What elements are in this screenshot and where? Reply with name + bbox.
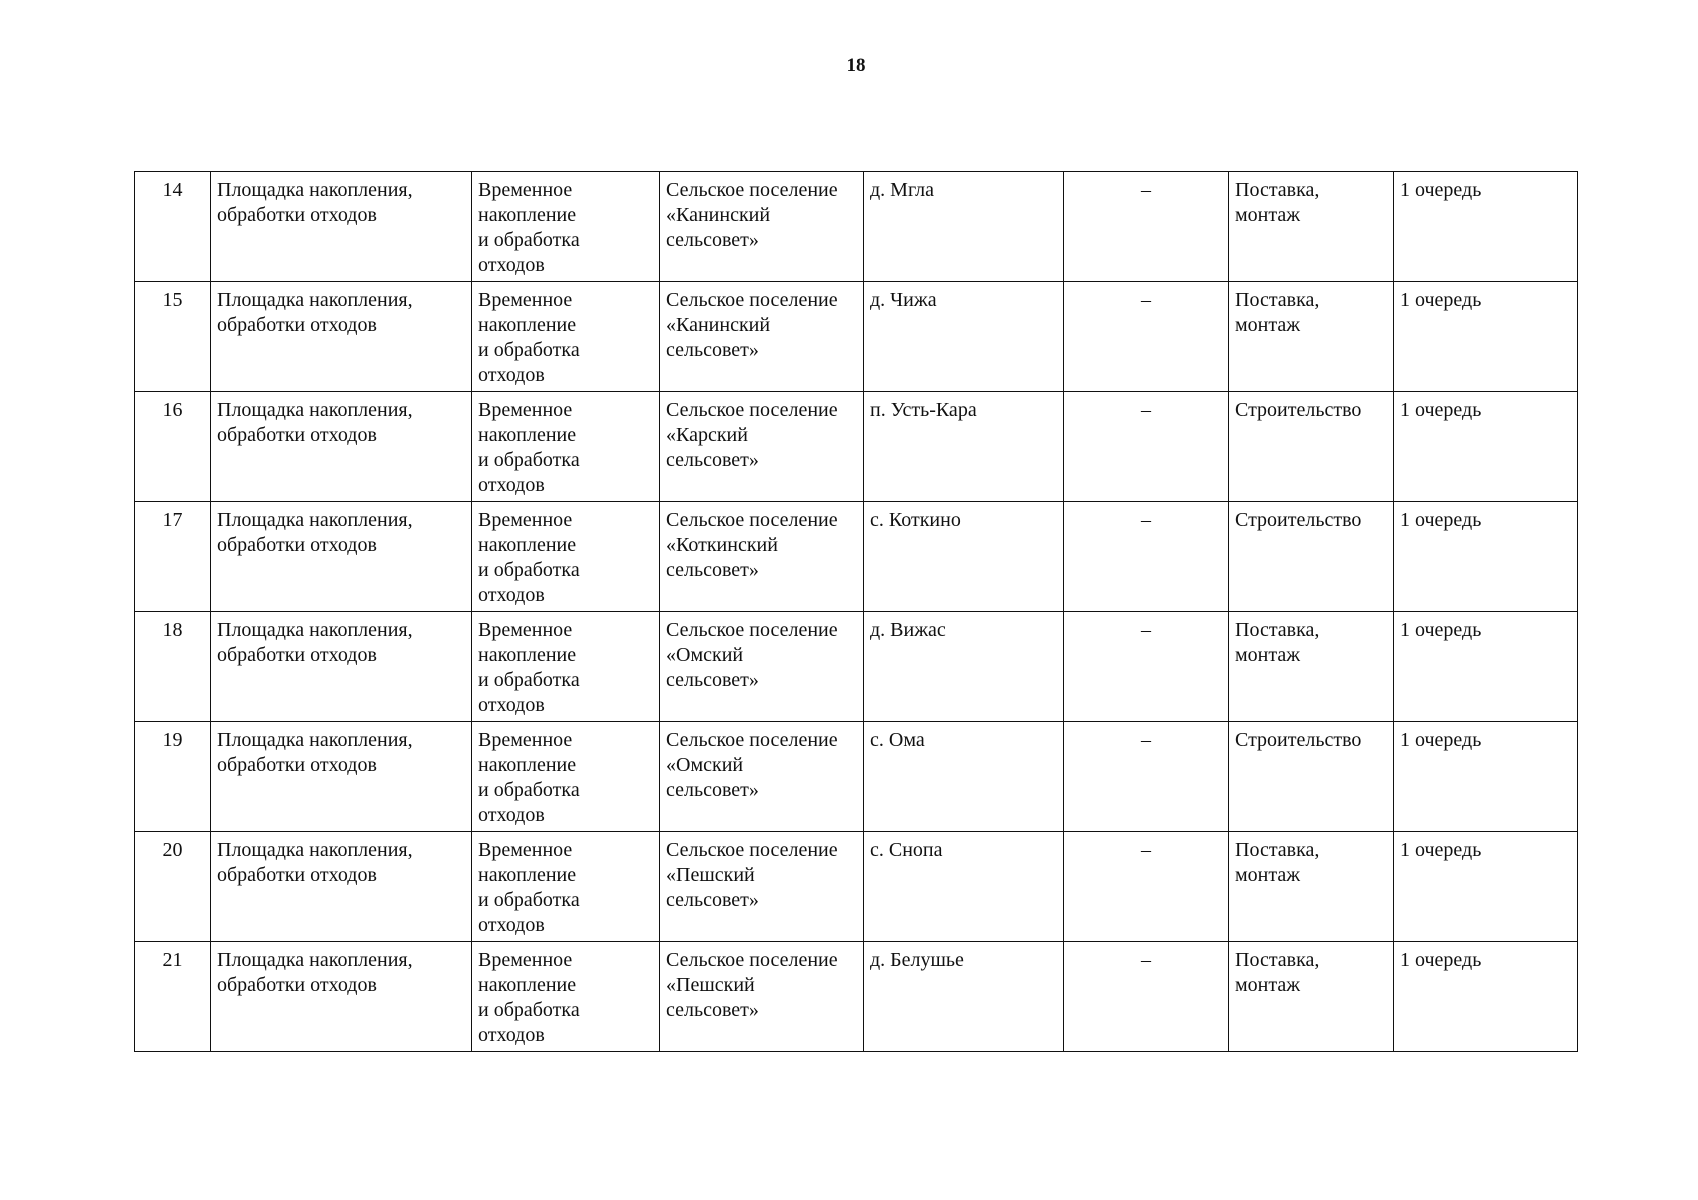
purpose-cell <box>472 172 660 282</box>
municipality-line: Сельское поселение <box>666 839 838 861</box>
object-name-cell <box>211 392 472 502</box>
row-number-cell <box>135 502 211 612</box>
purpose-cell <box>472 502 660 612</box>
municipality-line: сельсовет» <box>666 229 759 251</box>
object-name-cell <box>211 832 472 942</box>
stage-value: 1 очередь <box>1400 839 1482 861</box>
purpose-line: отходов <box>478 584 545 606</box>
municipality-line: Сельское поселение <box>666 619 838 641</box>
municipality-line: «Пешский <box>666 974 755 996</box>
municipality-line: Сельское поселение <box>666 179 838 201</box>
municipality-line: «Омский <box>666 754 744 776</box>
purpose-line: отходов <box>478 914 545 936</box>
table-row <box>135 612 1578 722</box>
purpose-line: отходов <box>478 694 545 716</box>
object-name-line: обработки отходов <box>217 754 377 776</box>
row-number-cell <box>135 942 211 1052</box>
action-cell <box>1229 942 1394 1052</box>
purpose-cell <box>472 612 660 722</box>
purpose-line: и обработка <box>478 229 580 251</box>
object-name-cell <box>211 722 472 832</box>
municipality-cell <box>660 282 864 392</box>
row-number: 21 <box>162 949 183 971</box>
settlement-name: д. Белушье <box>870 949 964 971</box>
settlement-cell <box>864 832 1064 942</box>
stage-cell <box>1394 172 1578 282</box>
municipality-line: Сельское поселение <box>666 289 838 311</box>
stage-value: 1 очередь <box>1400 399 1482 421</box>
municipality-line: Сельское поселение <box>666 949 838 971</box>
table-row <box>135 392 1578 502</box>
purpose-line: Временное <box>478 509 573 531</box>
row-number-cell <box>135 722 211 832</box>
dash-cell <box>1064 722 1229 832</box>
municipality-line: сельсовет» <box>666 669 759 691</box>
action-line: Строительство <box>1235 399 1362 421</box>
municipality-cell <box>660 172 864 282</box>
dash-value: – <box>1141 399 1151 421</box>
dash-value: – <box>1141 289 1151 311</box>
purpose-line: накопление <box>478 534 577 556</box>
object-name-cell <box>211 502 472 612</box>
settlement-cell <box>864 722 1064 832</box>
table-row <box>135 172 1578 282</box>
object-name-line: обработки отходов <box>217 314 377 336</box>
purpose-line: накопление <box>478 424 577 446</box>
object-name-cell <box>211 282 472 392</box>
stage-value: 1 очередь <box>1400 729 1482 751</box>
purpose-line: Временное <box>478 399 573 421</box>
row-number-cell <box>135 832 211 942</box>
action-line: Поставка, <box>1235 179 1320 201</box>
municipality-cell <box>660 722 864 832</box>
dash-cell <box>1064 282 1229 392</box>
object-name-cell <box>211 942 472 1052</box>
purpose-cell <box>472 942 660 1052</box>
municipality-cell <box>660 392 864 502</box>
dash-cell <box>1064 832 1229 942</box>
settlement-name: д. Вижас <box>870 619 946 641</box>
purpose-line: и обработка <box>478 339 580 361</box>
stage-cell <box>1394 612 1578 722</box>
municipality-line: сельсовет» <box>666 889 759 911</box>
table-body <box>135 172 1578 1052</box>
settlement-cell <box>864 502 1064 612</box>
action-line: монтаж <box>1235 974 1301 996</box>
dash-value: – <box>1141 179 1151 201</box>
municipality-line: сельсовет» <box>666 999 759 1021</box>
purpose-line: и обработка <box>478 449 580 471</box>
stage-cell <box>1394 722 1578 832</box>
municipality-line: сельсовет» <box>666 559 759 581</box>
action-cell <box>1229 612 1394 722</box>
object-name-line: обработки отходов <box>217 424 377 446</box>
page-number: 18 <box>846 55 866 76</box>
municipality-line: «Канинский <box>666 314 771 336</box>
stage-value: 1 очередь <box>1400 509 1482 531</box>
dash-value: – <box>1141 619 1151 641</box>
purpose-line: накопление <box>478 204 577 226</box>
table-row <box>135 942 1578 1052</box>
stage-value: 1 очередь <box>1400 289 1482 311</box>
object-name-line: обработки отходов <box>217 534 377 556</box>
dash-cell <box>1064 172 1229 282</box>
dash-cell <box>1064 392 1229 502</box>
purpose-cell <box>472 832 660 942</box>
object-name-line: Площадка накопления, <box>217 949 413 971</box>
purpose-line: накопление <box>478 974 577 996</box>
municipality-line: «Канинский <box>666 204 771 226</box>
settlement-cell <box>864 392 1064 502</box>
action-line: монтаж <box>1235 204 1301 226</box>
action-line: Поставка, <box>1235 949 1320 971</box>
object-name-line: обработки отходов <box>217 644 377 666</box>
action-line: монтаж <box>1235 864 1301 886</box>
action-line: Строительство <box>1235 509 1362 531</box>
purpose-line: отходов <box>478 254 545 276</box>
municipality-cell <box>660 612 864 722</box>
object-name-line: Площадка накопления, <box>217 729 413 751</box>
purpose-cell <box>472 392 660 502</box>
purpose-line: отходов <box>478 1024 545 1046</box>
object-name-cell <box>211 612 472 722</box>
settlement-name: п. Усть-Кара <box>870 399 977 421</box>
municipality-line: Сельское поселение <box>666 509 838 531</box>
purpose-line: и обработка <box>478 669 580 691</box>
row-number-cell <box>135 172 211 282</box>
stage-cell <box>1394 502 1578 612</box>
purpose-line: накопление <box>478 754 577 776</box>
purpose-line: и обработка <box>478 999 580 1021</box>
municipality-line: «Пешский <box>666 864 755 886</box>
settlement-cell <box>864 612 1064 722</box>
municipality-line: Сельское поселение <box>666 399 838 421</box>
object-name-cell <box>211 172 472 282</box>
table-row <box>135 722 1578 832</box>
object-name-line: обработки отходов <box>217 864 377 886</box>
purpose-line: Временное <box>478 729 573 751</box>
municipality-line: Сельское поселение <box>666 729 838 751</box>
purpose-cell <box>472 722 660 832</box>
purpose-line: отходов <box>478 364 545 386</box>
stage-value: 1 очередь <box>1400 179 1482 201</box>
action-line: монтаж <box>1235 314 1301 336</box>
municipality-line: «Карский <box>666 424 748 446</box>
dash-value: – <box>1141 949 1151 971</box>
settlement-name: д. Мгла <box>870 179 935 201</box>
stage-cell <box>1394 392 1578 502</box>
object-name-line: Площадка накопления, <box>217 289 413 311</box>
row-number-cell <box>135 282 211 392</box>
purpose-line: Временное <box>478 179 573 201</box>
stage-cell <box>1394 942 1578 1052</box>
purpose-line: Временное <box>478 949 573 971</box>
settlement-name: с. Коткино <box>870 509 961 531</box>
action-line: Поставка, <box>1235 619 1320 641</box>
settlement-name: с. Снопа <box>870 839 943 861</box>
purpose-line: и обработка <box>478 779 580 801</box>
row-number: 20 <box>162 839 183 861</box>
dash-cell <box>1064 942 1229 1052</box>
purpose-line: накопление <box>478 644 577 666</box>
dash-cell <box>1064 612 1229 722</box>
stage-cell <box>1394 282 1578 392</box>
dash-value: – <box>1141 839 1151 861</box>
purpose-line: Временное <box>478 839 573 861</box>
purpose-line: накопление <box>478 314 577 336</box>
row-number-cell <box>135 612 211 722</box>
purpose-line: отходов <box>478 804 545 826</box>
purpose-line: отходов <box>478 474 545 496</box>
action-line: Поставка, <box>1235 839 1320 861</box>
object-name-line: обработки отходов <box>217 974 377 996</box>
object-name-line: Площадка накопления, <box>217 179 413 201</box>
municipality-line: сельсовет» <box>666 339 759 361</box>
action-cell <box>1229 392 1394 502</box>
municipality-cell <box>660 832 864 942</box>
row-number: 14 <box>162 179 183 201</box>
action-line: монтаж <box>1235 644 1301 666</box>
stage-cell <box>1394 832 1578 942</box>
object-name-line: обработки отходов <box>217 204 377 226</box>
settlement-cell <box>864 282 1064 392</box>
municipality-cell <box>660 502 864 612</box>
object-name-line: Площадка накопления, <box>217 399 413 421</box>
row-number: 16 <box>162 399 183 421</box>
action-cell <box>1229 832 1394 942</box>
dash-value: – <box>1141 729 1151 751</box>
object-name-line: Площадка накопления, <box>217 619 413 641</box>
table-row <box>135 282 1578 392</box>
municipality-line: сельсовет» <box>666 779 759 801</box>
municipality-line: сельсовет» <box>666 449 759 471</box>
municipality-line: «Омский <box>666 644 744 666</box>
dash-cell <box>1064 502 1229 612</box>
table-row <box>135 502 1578 612</box>
settlement-cell <box>864 172 1064 282</box>
settlement-cell <box>864 942 1064 1052</box>
table-row <box>135 832 1578 942</box>
action-cell <box>1229 502 1394 612</box>
row-number-cell <box>135 392 211 502</box>
purpose-line: Временное <box>478 289 573 311</box>
dash-value: – <box>1141 509 1151 531</box>
stage-value: 1 очередь <box>1400 619 1482 641</box>
object-name-line: Площадка накопления, <box>217 509 413 531</box>
purpose-cell <box>472 282 660 392</box>
action-cell <box>1229 282 1394 392</box>
municipality-cell <box>660 942 864 1052</box>
action-line: Строительство <box>1235 729 1362 751</box>
action-line: Поставка, <box>1235 289 1320 311</box>
objects-table <box>134 171 1578 1052</box>
action-cell <box>1229 722 1394 832</box>
settlement-name: с. Ома <box>870 729 925 751</box>
action-cell <box>1229 172 1394 282</box>
stage-value: 1 очередь <box>1400 949 1482 971</box>
purpose-line: накопление <box>478 864 577 886</box>
row-number: 17 <box>162 509 183 531</box>
municipality-line: «Коткинский <box>666 534 778 556</box>
row-number: 19 <box>162 729 183 751</box>
purpose-line: и обработка <box>478 889 580 911</box>
purpose-line: Временное <box>478 619 573 641</box>
row-number: 15 <box>162 289 183 311</box>
settlement-name: д. Чижа <box>870 289 937 311</box>
purpose-line: и обработка <box>478 559 580 581</box>
row-number: 18 <box>162 619 183 641</box>
object-name-line: Площадка накопления, <box>217 839 413 861</box>
